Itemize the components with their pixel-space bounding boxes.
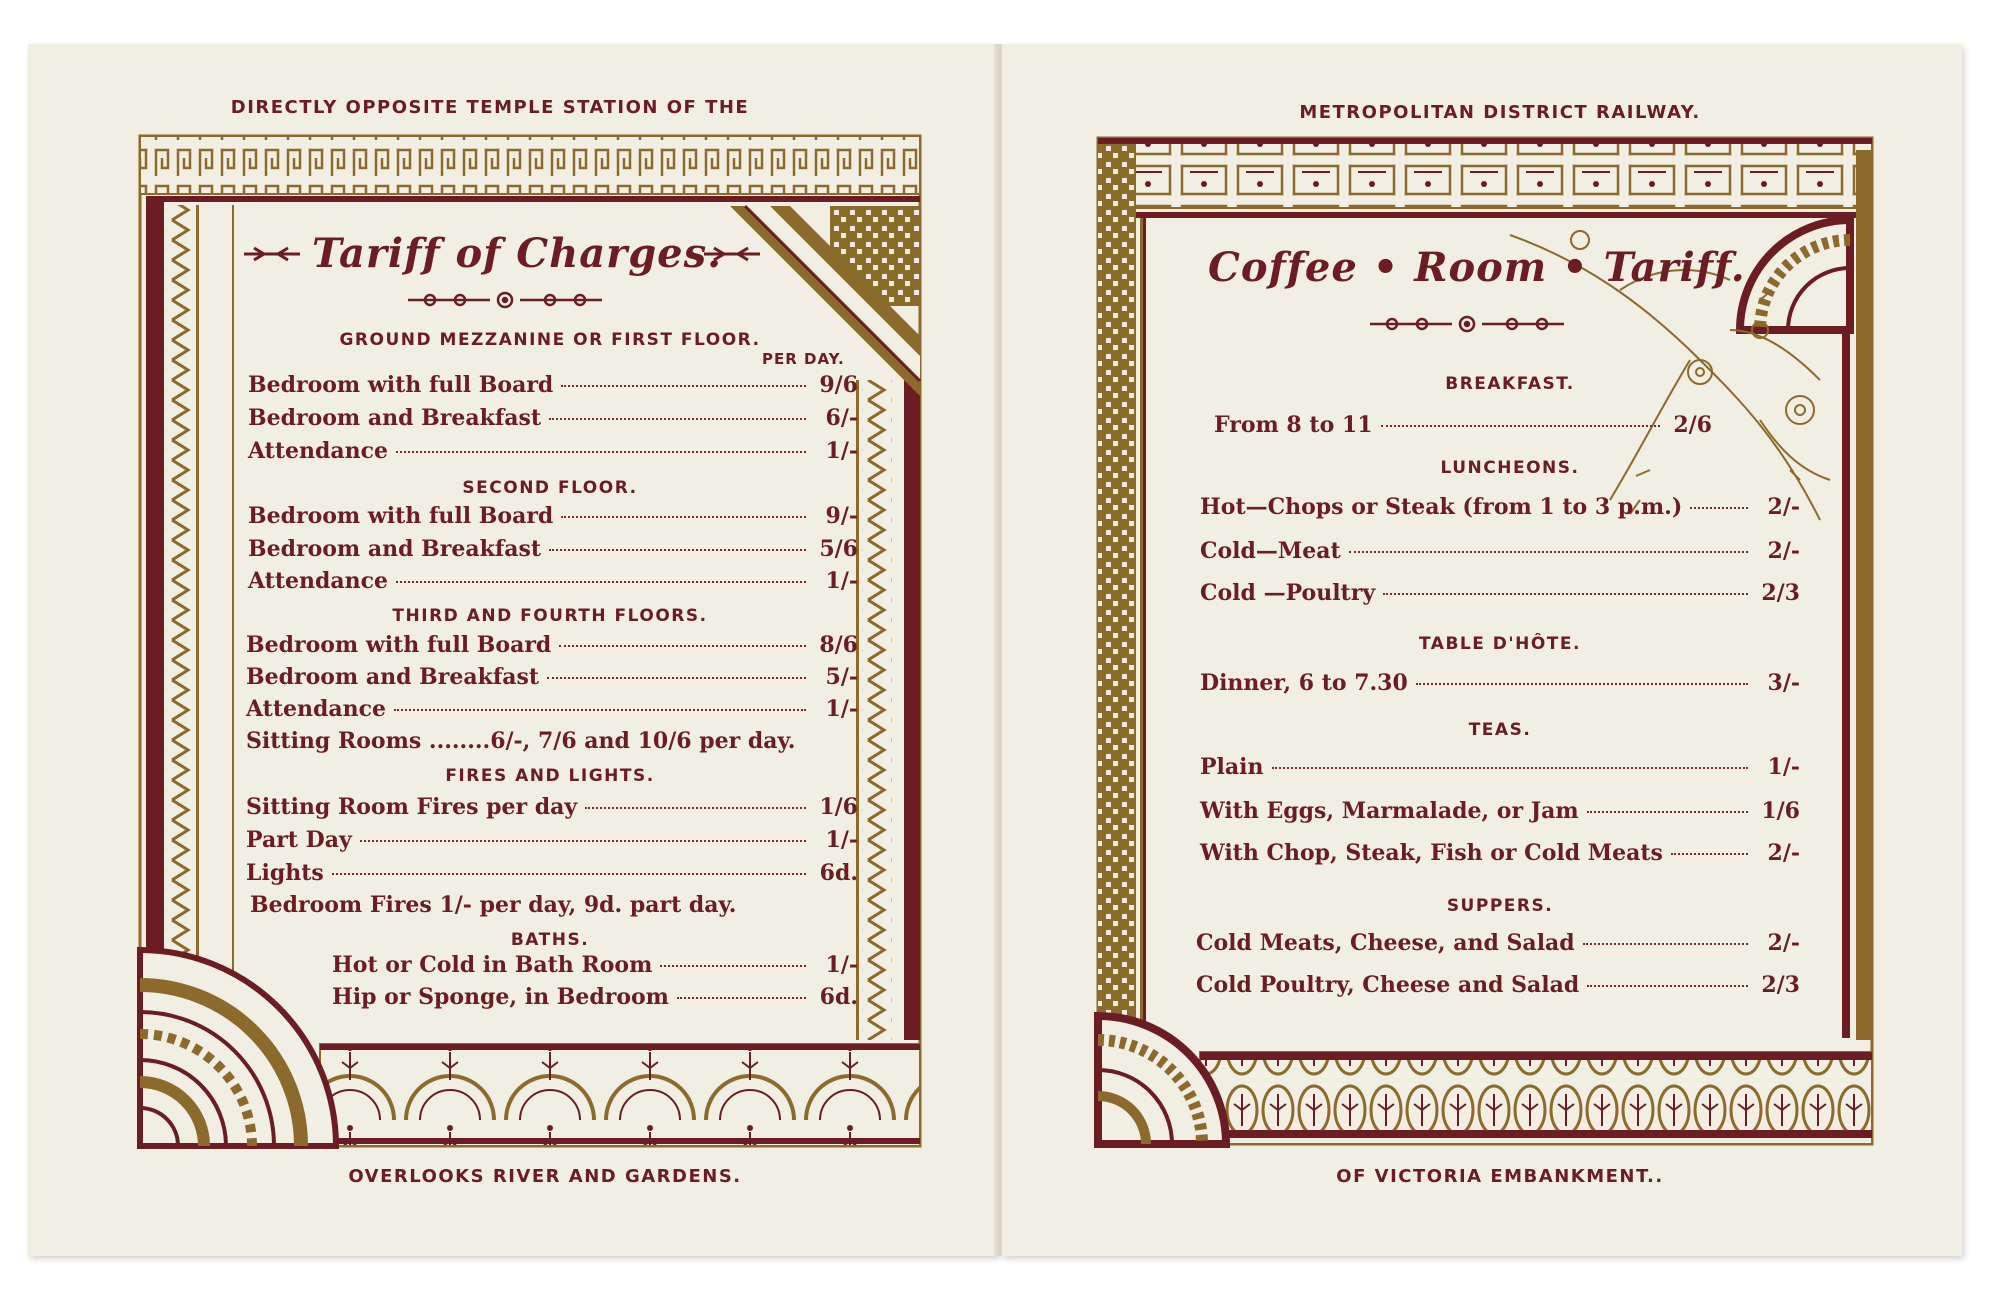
list-item: Plain 1/-	[1200, 754, 1800, 780]
list-item: Bedroom with full Board 9/-	[248, 503, 858, 529]
third-floor-heading: THIRD AND FOURTH FLOORS.	[392, 606, 708, 626]
teas-heading: TEAS.	[1468, 720, 1532, 740]
list-item: Cold—Meat 2/-	[1200, 538, 1800, 564]
list-item: Hip or Sponge, in Bedroom 6d.	[332, 984, 858, 1010]
list-item: With Chop, Steak, Fish or Cold Meats 2/-	[1200, 840, 1800, 866]
right-top-caption: METROPOLITAN DISTRICT RAILWAY.	[1299, 102, 1701, 123]
ground-floor-heading: GROUND MEZZANINE OR FIRST FLOOR.	[339, 330, 761, 350]
list-item: Attendance 1/-	[248, 438, 858, 464]
left-top-caption: DIRECTLY OPPOSITE TEMPLE STATION OF THE	[230, 97, 750, 118]
list-item: Hot—Chops or Steak (from 1 to 3 p.m.) 2/-	[1200, 494, 1800, 520]
list-item: Sitting Room Fires per day 1/6	[246, 794, 858, 820]
baths-heading: BATHS.	[510, 930, 590, 950]
right-title-ornament-icon	[700, 244, 766, 264]
list-item: Bedroom and Breakfast 5/-	[246, 664, 858, 690]
table-dhote-heading: TABLE D'HÔTE.	[1419, 634, 1581, 654]
coffee-flourish-icon	[1362, 312, 1572, 336]
breakfast-heading: BREAKFAST.	[1445, 374, 1575, 394]
list-item: Lights 6d.	[246, 860, 858, 886]
fires-lights-heading: FIRES AND LIGHTS.	[445, 766, 655, 786]
list-item: Attendance 1/-	[248, 568, 858, 594]
tariff-flourish-icon	[400, 288, 610, 312]
list-item: Bedroom and Breakfast 6/-	[248, 405, 858, 431]
per-day-label: PER DAY.	[762, 350, 845, 368]
left-bottom-caption: OVERLOOKS RIVER AND GARDENS.	[348, 1166, 742, 1187]
list-item: Attendance 1/-	[246, 696, 858, 722]
list-item: With Eggs, Marmalade, or Jam 1/6	[1200, 798, 1800, 824]
list-item: Cold Poultry, Cheese and Salad 2/3	[1196, 972, 1800, 998]
left-title-ornament-icon	[240, 244, 306, 264]
sitting-rooms-line: Sitting Rooms ........6/-, 7/6 and 10/6 per day.	[246, 728, 796, 754]
tariff-title: Tariff of Charges.	[312, 230, 723, 277]
list-item: Bedroom with full Board 9/6	[248, 372, 858, 398]
list-item: Cold Meats, Cheese, and Salad 2/-	[1196, 930, 1800, 956]
suppers-heading: SUPPERS.	[1446, 896, 1554, 916]
list-item: Hot or Cold in Bath Room 1/-	[332, 952, 858, 978]
coffee-room-title: Coffee • Room • Tariff.	[1208, 244, 1746, 291]
list-item: Cold —Poultry 2/3	[1200, 580, 1800, 606]
list-item: Dinner, 6 to 7.30 3/-	[1200, 670, 1800, 696]
list-item: From 8 to 11 2/6	[1214, 412, 1712, 438]
second-floor-heading: SECOND FLOOR.	[462, 478, 638, 498]
right-bottom-caption: OF VICTORIA EMBANKMENT..	[1336, 1166, 1664, 1187]
list-item: Bedroom and Breakfast 5/6	[248, 536, 858, 562]
list-item: Part Day 1/-	[246, 827, 858, 853]
bedroom-fires-line: Bedroom Fires 1/- per day, 9d. part day.	[250, 892, 737, 918]
luncheons-heading: LUNCHEONS.	[1440, 458, 1580, 478]
list-item: Bedroom with full Board 8/6	[246, 632, 858, 658]
